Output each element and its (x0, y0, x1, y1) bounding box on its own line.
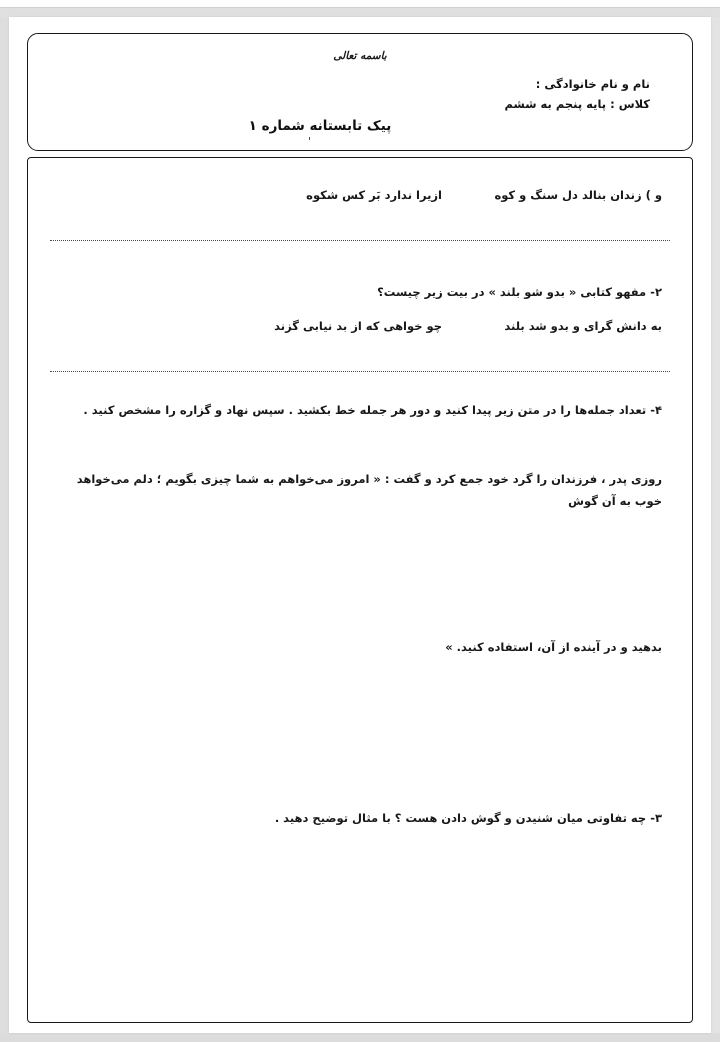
q2-hemistich-left: چو خواهی که از بد نیابی گزند (274, 319, 442, 333)
paper-left-shadow (0, 17, 9, 1033)
worksheet-title: پیک تابستانه شماره ۱ (248, 118, 392, 134)
class-field-label: کلاس : پایه پنجم به ششم (504, 97, 650, 111)
q4-passage-line-2: بدهید و در آینده از آن، استفاده کنید. » (445, 640, 662, 654)
scan-top-edge (0, 0, 720, 8)
basmalah-text: باسمه تعالی (333, 50, 387, 62)
separator-after-q2 (50, 371, 670, 372)
paper-bottom-shadow (0, 1033, 720, 1042)
header-box (27, 33, 693, 151)
q4-prompt: ۴- تعداد جمله‌ها را در متن زیر پیدا کنید و دور هر جمله خط بکشید . سپس نهاد و گزاره را مشخص کنید . (83, 403, 662, 417)
separator-after-q1 (50, 240, 670, 241)
stray-ink-mark: ' (308, 135, 312, 148)
student-name-field-label: نام و نام خانوادگی : (535, 77, 650, 91)
questions-container (28, 158, 692, 1022)
q2-hemistich-right: به دانش گرای و بدو شد بلند (504, 319, 662, 333)
q4-passage-line-1: روزی پدر ، فرزندان را گرد خود جمع کرد و گفت : « امروز می‌خواهم به شما چیزی بگویم ؛ دلم می‌خواهد خوب به آن گوش (76, 472, 662, 508)
q2-prompt: ۲- مفهو کتابی « بدو شو بلند » در بیت زیر چیست؟ (377, 285, 662, 299)
q1-hemistich-left: ازیرا ندارد بَر کس شکوه (306, 188, 442, 202)
q1-hemistich-right: و ) زندان بنالد دل سنگ و کوه (494, 188, 662, 202)
q3-prompt: ۳- چه تفاوتی میان شنیدن و گوش دادن هست ؟ با مثال توضیح دهید . (274, 811, 662, 825)
main-content-box (27, 157, 693, 1023)
worksheet-paper (9, 17, 711, 1033)
scan-edge-strip (0, 8, 720, 17)
